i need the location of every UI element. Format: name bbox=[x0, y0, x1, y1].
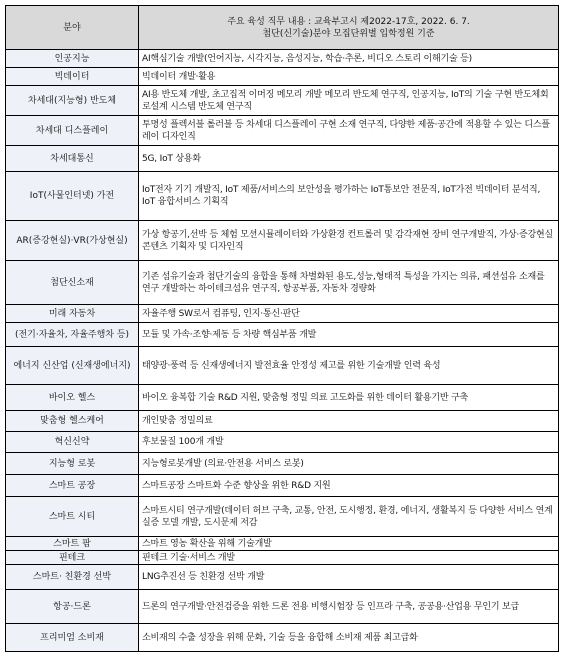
field-cell: IoT(사물인터넷) 가전 bbox=[6, 172, 139, 221]
table-row bbox=[6, 50, 559, 68]
table-row bbox=[6, 453, 559, 475]
table-row bbox=[6, 475, 559, 497]
table-row bbox=[6, 221, 559, 261]
field-cell: 프리미엄 소비재 bbox=[6, 624, 139, 652]
table-row bbox=[6, 590, 559, 624]
table-row bbox=[6, 146, 559, 172]
description-cell: 소비재의 수출 성장을 위해 문화, 기술 등을 융합해 소비재 제품 최고급화 bbox=[139, 624, 559, 652]
field-cell: 스마트 팜 bbox=[6, 537, 139, 551]
description-cell: 드론의 연구개발·안전검증을 위한 드론 전용 비행시험장 등 인프라 구축, 공공용·산업용 무인기 보급 bbox=[139, 590, 559, 624]
field-cell: 혁신신약 bbox=[6, 432, 139, 453]
description-cell: IoT전자 기기 개발직, IoT 제품/서비스의 보안성을 평가하는 IoT통보안 전문직, IoT가전 빅데이터 분석직, IoT 융합서비스 기획직 bbox=[139, 172, 559, 221]
table-row bbox=[6, 385, 559, 411]
field-cell: 지능형 로봇 bbox=[6, 453, 139, 475]
field-cell: (전기·자율차, 자율주행차 등) bbox=[6, 323, 139, 347]
field-cell: 스마트 시티 bbox=[6, 497, 139, 537]
description-cell: LNG추진선 등 친환경 선박 개발 bbox=[139, 565, 559, 590]
description-cell: 후보물질 100개 개발 bbox=[139, 432, 559, 453]
field-cell: 첨단신소재 bbox=[6, 261, 139, 305]
table-row bbox=[6, 551, 559, 565]
table-row bbox=[6, 305, 559, 323]
description-cell: 핀테크 기술·서비스 개발 bbox=[139, 551, 559, 565]
table-row bbox=[6, 565, 559, 590]
field-cell: 미래 자동차 bbox=[6, 305, 139, 323]
field-cell: 맞춤형 헬스케어 bbox=[6, 411, 139, 432]
description-cell: 태양광·풍력 등 신재생에너지 발전효율 안정성 제고를 위한 기술개발 인력 육성 bbox=[139, 347, 559, 385]
table-row bbox=[6, 261, 559, 305]
description-cell: AI핵심기술 개발(언어지능, 시각지능, 음성지능, 학습·추론, 비디오 스토리 이해기술 등) bbox=[139, 50, 559, 68]
description-cell: 가상 항공기,선박 등 체험 모션시뮬레이터와 가상환경 컨트롤러 및 감각재현 장비 연구개발직, 가상·증강현실 콘텐츠 기획자 및 디자인직 bbox=[139, 221, 559, 261]
field-cell: 인공지능 bbox=[6, 50, 139, 68]
table-row bbox=[6, 172, 559, 221]
header-description bbox=[139, 6, 559, 50]
field-cell: AR(증강현실)·VR(가상현실) bbox=[6, 221, 139, 261]
header-description-line2: 첨단(신기술)분야 모집단위별 입학정원 기준 bbox=[262, 28, 435, 39]
table-row bbox=[6, 86, 559, 116]
header-field: 분야 bbox=[6, 6, 139, 50]
field-cell: 핀테크 bbox=[6, 551, 139, 565]
field-cell: 바이오 헬스 bbox=[6, 385, 139, 411]
field-cell: 차세대통신 bbox=[6, 146, 139, 172]
table-row bbox=[6, 537, 559, 551]
field-table bbox=[5, 5, 559, 652]
field-cell: 항공·드론 bbox=[6, 590, 139, 624]
field-cell: 스마트 공장 bbox=[6, 475, 139, 497]
description-cell: 투명성 플렉서블 롤러블 등 차세대 디스플레이 구현 소재 연구직, 다양한 제품·공간에 적용할 수 있는 디스플레이 디자인직 bbox=[139, 116, 559, 146]
description-cell: AI용 반도체 개발, 초고집적 이머징 메모리 개발 메모리 반도체 연구직, 인공지능, IoT의 기술 구현 반도체회로설계 시스템 반도체 연구직 bbox=[139, 86, 559, 116]
table-row bbox=[6, 323, 559, 347]
table-row bbox=[6, 432, 559, 453]
field-cell: 빅데이터 bbox=[6, 68, 139, 86]
table-row bbox=[6, 347, 559, 385]
table-header-row bbox=[6, 6, 559, 50]
description-cell: 빅데이터 개발·활용 bbox=[139, 68, 559, 86]
description-cell: 개인맞춤 정밀의료 bbox=[139, 411, 559, 432]
description-cell: 기존 섬유기술과 첨단기술의 융합을 통해 차별화된 용도,성능,형태적 특성을 가지는 의류, 패션섬유 소재를 연구 개발하는 하이테크섬유 연구직, 항공부품, 자동차 경량화 bbox=[139, 261, 559, 305]
field-cell: 차세대 디스플레이 bbox=[6, 116, 139, 146]
table-row bbox=[6, 68, 559, 86]
field-cell: 차세대(지능형) 반도체 bbox=[6, 86, 139, 116]
description-cell: 자율주행 SW로서 컴퓨팅, 인지·통신·판단 bbox=[139, 305, 559, 323]
description-cell: 지능형로봇개발 (의료·안전용 서비스 로봇) bbox=[139, 453, 559, 475]
table-row bbox=[6, 411, 559, 432]
description-cell: 스마트공장 스마트화 수준 향상을 위한 R&D 지원 bbox=[139, 475, 559, 497]
description-cell: 스마트 영농 확산을 위해 기술개발 bbox=[139, 537, 559, 551]
header-description-line1: 주요 육성 직무 내용 : 교육부고시 제2022-17호, 2022. 6. 7. bbox=[227, 16, 470, 27]
table-row bbox=[6, 116, 559, 146]
description-cell: 바이오 융복합 기술 R&D 지원, 맞춤형 정밀 의료 고도화를 위한 데이터 활용기반 구축 bbox=[139, 385, 559, 411]
table-row bbox=[6, 497, 559, 537]
field-cell: 에너지 신산업 (신재생에너지) bbox=[6, 347, 139, 385]
description-cell: 모듈 및 가속·조향·제동 등 차량 핵심부품 개발 bbox=[139, 323, 559, 347]
description-cell: 스마트시티 연구개발(데이터 허브 구축, 교통, 안전, 도시행정, 환경, 에너지, 생활복지 등 다양한 서비스 연계 실증 모델 개발, 도시문제 저감 bbox=[139, 497, 559, 537]
field-cell: 스마트· 친환경 선박 bbox=[6, 565, 139, 590]
description-cell: 5G, IoT 상용화 bbox=[139, 146, 559, 172]
table-row bbox=[6, 624, 559, 652]
